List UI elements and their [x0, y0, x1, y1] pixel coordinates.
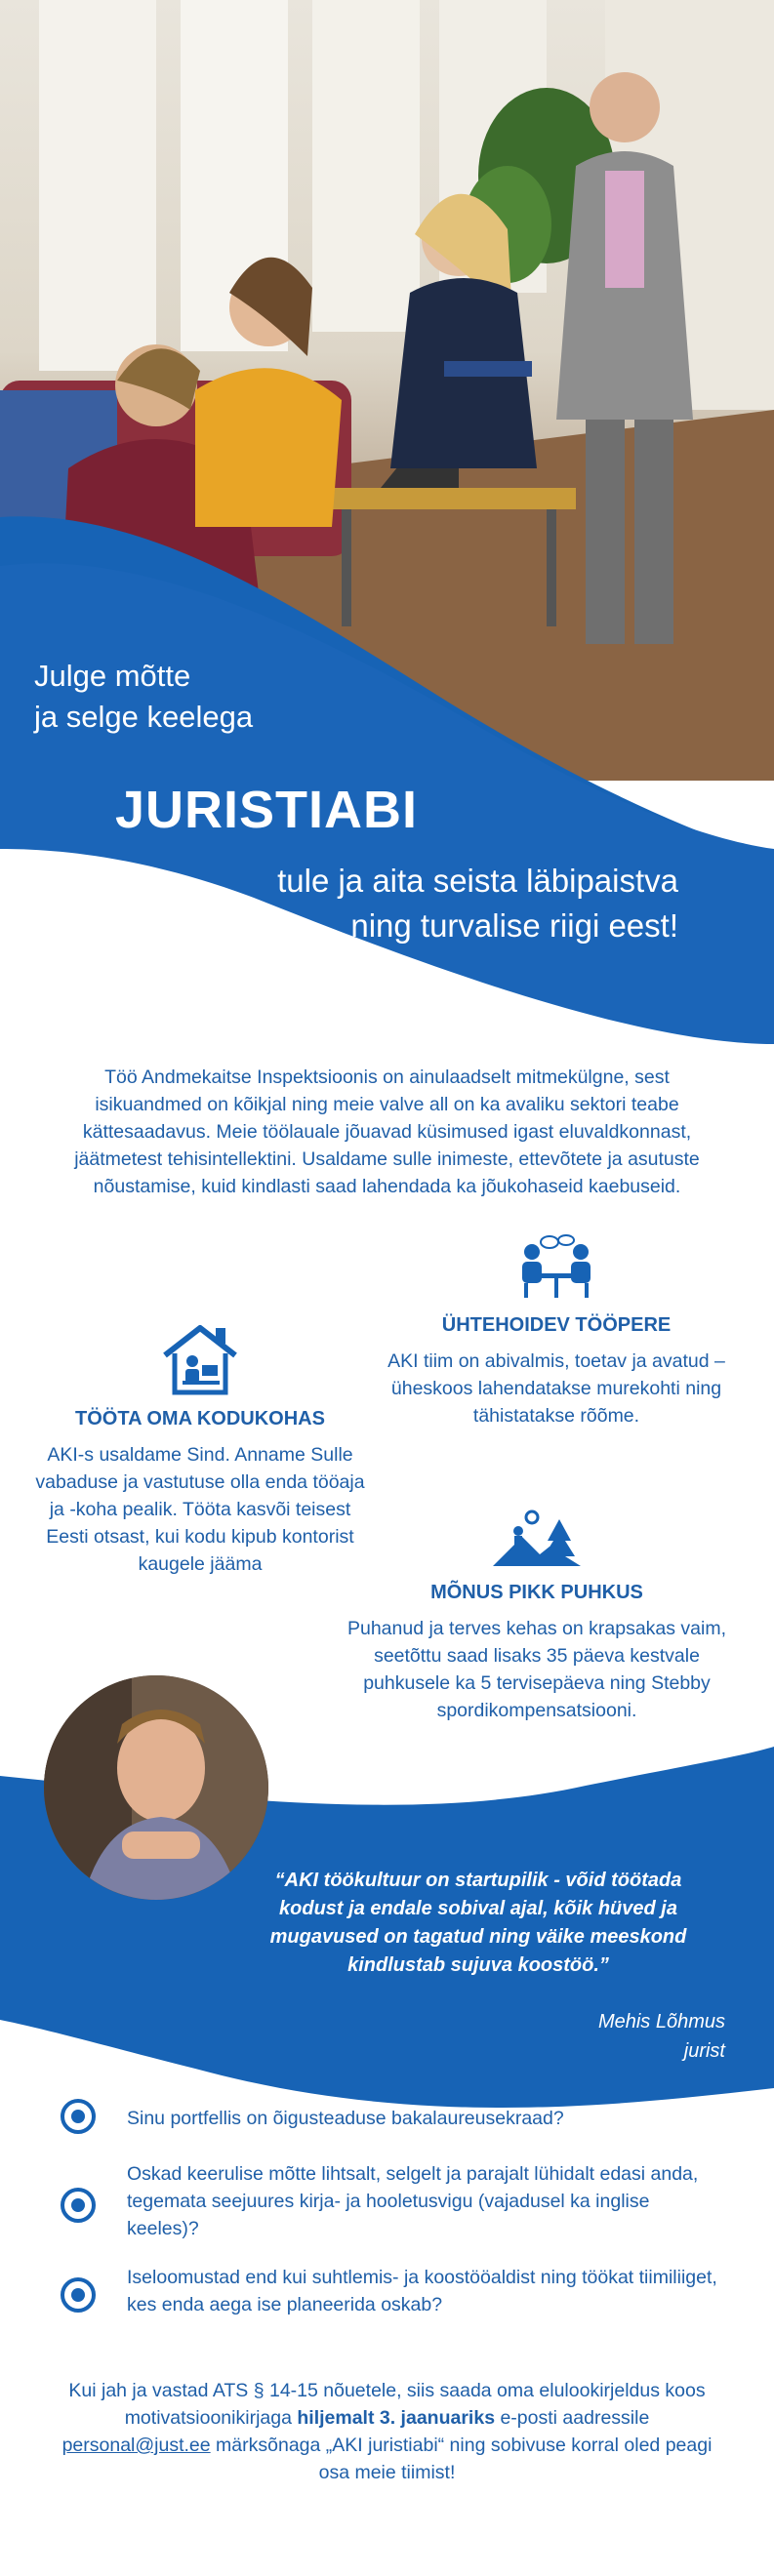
target-bullet-icon: [59, 2275, 98, 2314]
benefit-team: [376, 1234, 737, 1429]
benefit-home-text: AKI-s usaldame Sind. Anname Sulle vabaduse ja vastutuse olla enda tööaja ja -koha pealik. Tööta kasvõi teisest Eesti otsast, kui kodu kipub kontorist kaugele jääma: [35, 1444, 365, 1575]
quote-author-role: jurist: [683, 2040, 725, 2062]
subtitle-line-1: tule ja aita seista läbipaistva: [277, 863, 678, 899]
benefit-holiday-text: Puhanud ja terves kehas on krapsakas vaim, seetõttu saad lisaks 35 päeva kestvale puhkusele ka 5 tervisepäeva ning Stebby spordikompensatsiooni.: [346, 1618, 727, 1721]
application-instructions: [49, 2377, 725, 2486]
requirement-item: [59, 2264, 722, 2318]
quote-author-name: Mehis Lõhmus: [597, 2011, 725, 2033]
tagline-line-1: Julge mõtte: [34, 659, 191, 693]
benefit-home-title: TÖÖTA OMA KODUKOHAS: [75, 1408, 325, 1429]
home-office-icon: [159, 1322, 241, 1396]
benefit-team-text: AKI tiim on abivalmis, toetav ja avatud – üheskoos lahendatakse murekohti ning tähistatakse rõõme.: [387, 1350, 725, 1427]
requirement-item: [59, 2101, 722, 2132]
employee-quote: “AKI töökultuur on startupilik - võid töötada kodust ja endale sobival ajal, kõik hüved ja mugavused on tagatud ning väike meeskond kindlustab sujuva koostöö.”: [269, 1870, 687, 1976]
closing-text-1: Kui jah ja vastad ATS § 14-15 nõuetele, siis saada oma elulookirjeldus koos motivatsioonikirjaga: [68, 2380, 706, 2429]
benefit-home-office: [34, 1322, 366, 1578]
hiking-nature-icon: [493, 1508, 581, 1570]
team-meeting-icon: [512, 1234, 600, 1303]
benefit-holiday-title: MÕNUS PIKK PUHKUS: [430, 1582, 643, 1603]
subtitle-line-2: ning turvalise riigi eest!: [350, 907, 678, 944]
target-bullet-icon: [59, 2186, 98, 2225]
job-title: JURISTIABI: [115, 781, 419, 839]
hero-subtitle: [277, 859, 678, 948]
hero-tagline: [34, 656, 253, 738]
intro-paragraph: Töö Andmekaitse Inspektsioonis on ainulaadselt mitmekülgne, sest isikuandmed on kõikjal ning meie valve all on ka avaliku sektori teabe kättesaadavus. Meie töölauale jõuavad küsimused igast eluvaldkonnast, jäätmetest tehisintellektini. Usaldame sulle inimeste, ettevõtete ja asutuste nõustamise, kuid kindlasti saad lahendada ka jõukohaseid kaebuseid.: [74, 1067, 700, 1197]
email-link[interactable]: personal@just.ee: [61, 2435, 211, 2456]
closing-text-3: märksõnaga „AKI juristiabi“ ning sobivuse korral oled peagi osa meie tiimist!: [210, 2435, 713, 2483]
benefit-team-title: ÜHTEHOIDEV TÖÖPERE: [441, 1314, 672, 1336]
portrait-photo: [44, 1675, 268, 1900]
quote-author-block: [432, 2007, 725, 2066]
target-bullet-icon: [59, 2097, 98, 2136]
closing-text-2: e-posti aadressile: [495, 2407, 650, 2429]
requirement-text-3: Iseloomustad end kui suhtlemis- ja koostööaldist ning töökat tiimiliiget, kes enda aega ise planeerida oskab?: [127, 2267, 717, 2315]
requirement-text-2: Oskad keerulise mõtte lihtsalt, selgelt ja parajalt lühidalt edasi anda, tegemata seejuures kirja- ja hooletusvigu (vajadusel ka inglise keeles)?: [127, 2163, 699, 2239]
requirement-text-1: Sinu portfellis on õigusteaduse bakalaureusekraad?: [127, 2108, 564, 2129]
benefit-holiday: [337, 1508, 737, 1724]
requirement-item: [59, 2160, 722, 2242]
tagline-line-2: ja selge keelega: [34, 700, 254, 734]
employee-portrait: [44, 1675, 268, 1900]
application-deadline: hiljemalt 3. jaanuariks: [297, 2407, 496, 2429]
